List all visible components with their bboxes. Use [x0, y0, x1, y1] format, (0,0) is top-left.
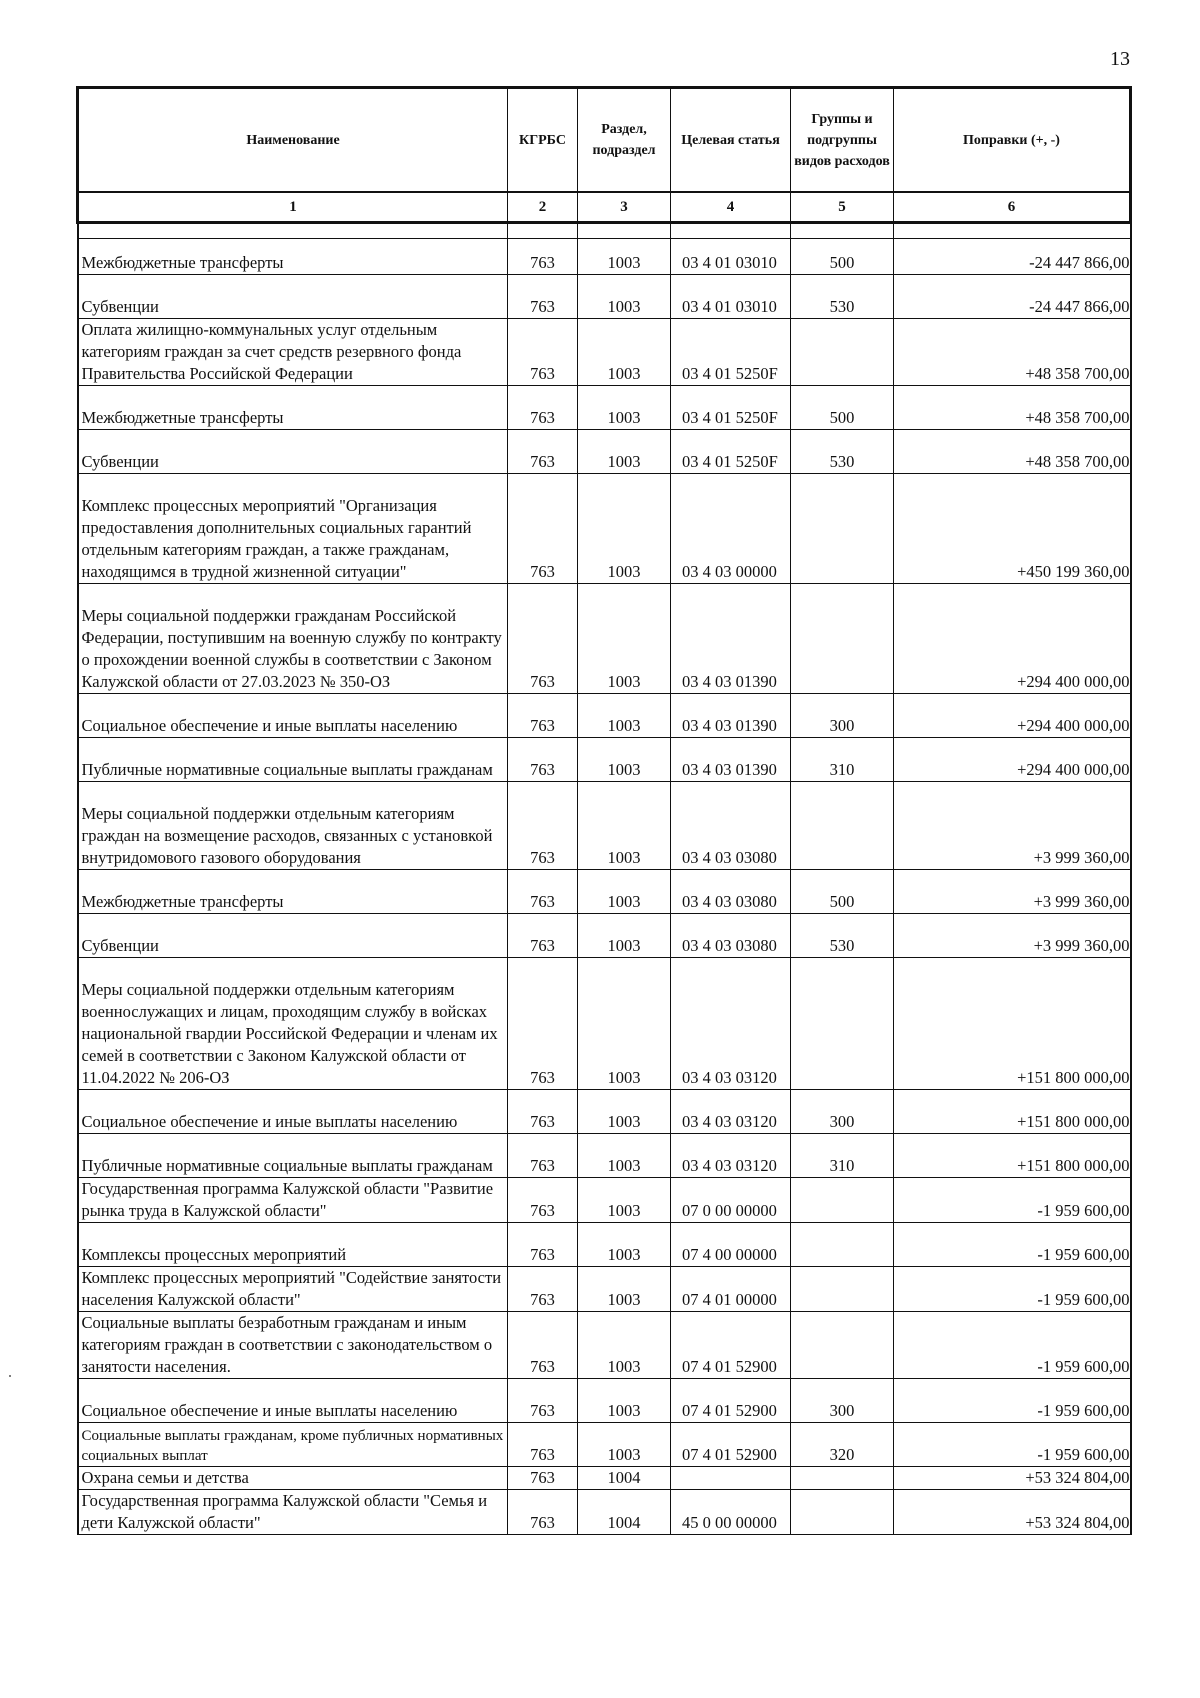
row-target-article: 07 4 01 52900	[671, 1379, 791, 1423]
row-target-article: 07 4 01 00000	[671, 1267, 791, 1312]
row-name: Комплекс процессных мероприятий "Организация предоставления дополнительных социальных гарантий отдельным категориям граждан, а также гражданам, находящимся в трудной жизненной ситуации"	[78, 474, 508, 584]
row-section: 1003	[578, 694, 671, 738]
row-section: 1003	[578, 1423, 671, 1467]
row-expense-group: 530	[791, 914, 894, 958]
row-target-article	[671, 1467, 791, 1490]
row-name: Меры социальной поддержки гражданам Российской Федерации, поступившим на военную службу по контракту о прохождении военной службы в соответствии с Законом Калужской области от 27.03.2023 № 350-ОЗ	[78, 584, 508, 694]
row-target-article: 03 4 03 03120	[671, 1134, 791, 1178]
row-section: 1003	[578, 319, 671, 386]
table-row	[78, 1379, 1131, 1423]
row-section: 1003	[578, 738, 671, 782]
table-row	[78, 1178, 1131, 1223]
row-name: Меры социальной поддержки отдельным категориям граждан на возмещение расходов, связанных с установкой внутридомового газового оборудования	[78, 782, 508, 870]
table-row	[78, 1423, 1131, 1467]
col-number: 5	[791, 192, 894, 223]
row-target-article: 03 4 03 01390	[671, 738, 791, 782]
row-expense-group: 320	[791, 1423, 894, 1467]
row-name: Охрана семьи и детства	[78, 1467, 508, 1490]
row-amendment-amount: +151 800 000,00	[894, 1090, 1131, 1134]
row-kgrbs: 763	[508, 1090, 578, 1134]
row-amendment-amount: -1 959 600,00	[894, 1423, 1131, 1467]
row-section: 1004	[578, 1490, 671, 1535]
row-expense-group	[791, 1267, 894, 1312]
header-groups: Группы и подгруппы видов расходов	[791, 88, 894, 193]
table-row	[78, 386, 1131, 430]
row-name: Социальные выплаты гражданам, кроме публичных нормативных социальных выплат	[78, 1423, 508, 1467]
row-kgrbs: 763	[508, 694, 578, 738]
row-section: 1004	[578, 1467, 671, 1490]
row-amendment-amount: -1 959 600,00	[894, 1312, 1131, 1379]
row-amendment-amount: +53 324 804,00	[894, 1490, 1131, 1535]
row-amendment-amount: +294 400 000,00	[894, 738, 1131, 782]
row-target-article: 03 4 03 03080	[671, 870, 791, 914]
row-section: 1003	[578, 1267, 671, 1312]
row-kgrbs: 763	[508, 1490, 578, 1535]
row-target-article: 03 4 03 03080	[671, 914, 791, 958]
row-expense-group: 500	[791, 386, 894, 430]
row-amendment-amount: -1 959 600,00	[894, 1223, 1131, 1267]
row-expense-group: 300	[791, 1090, 894, 1134]
row-kgrbs: 763	[508, 239, 578, 275]
row-expense-group	[791, 1223, 894, 1267]
row-section: 1003	[578, 870, 671, 914]
scan-speck	[9, 1375, 11, 1377]
row-target-article: 03 4 03 01390	[671, 694, 791, 738]
row-target-article: 07 4 00 00000	[671, 1223, 791, 1267]
table-row	[78, 1267, 1131, 1312]
row-name: Межбюджетные трансферты	[78, 870, 508, 914]
row-amendment-amount: -1 959 600,00	[894, 1178, 1131, 1223]
page-number: 13	[1110, 48, 1130, 70]
table-row	[78, 275, 1131, 319]
header-kgrbs: КГРБС	[508, 88, 578, 193]
table-row	[78, 870, 1131, 914]
table-row	[78, 1467, 1131, 1490]
col-number: 1	[78, 192, 508, 223]
row-expense-group	[791, 1490, 894, 1535]
row-section: 1003	[578, 1379, 671, 1423]
row-name: Социальные выплаты безработным гражданам и иным категориям граждан в соответствии с законодательством о занятости населения.	[78, 1312, 508, 1379]
row-target-article: 07 0 00 00000	[671, 1178, 791, 1223]
row-kgrbs: 763	[508, 738, 578, 782]
row-expense-group	[791, 1312, 894, 1379]
row-target-article: 07 4 01 52900	[671, 1423, 791, 1467]
row-name: Публичные нормативные социальные выплаты гражданам	[78, 738, 508, 782]
table-row	[78, 584, 1131, 694]
row-expense-group: 500	[791, 239, 894, 275]
row-name: Межбюджетные трансферты	[78, 239, 508, 275]
row-expense-group: 310	[791, 1134, 894, 1178]
row-name: Субвенции	[78, 275, 508, 319]
header-section: Раздел, подраздел	[578, 88, 671, 193]
col-number: 2	[508, 192, 578, 223]
table-row	[78, 782, 1131, 870]
row-section: 1003	[578, 386, 671, 430]
row-amendment-amount: +3 999 360,00	[894, 914, 1131, 958]
row-name: Социальное обеспечение и иные выплаты населению	[78, 1379, 508, 1423]
row-expense-group	[791, 782, 894, 870]
row-target-article: 03 4 01 03010	[671, 275, 791, 319]
row-amendment-amount: +3 999 360,00	[894, 870, 1131, 914]
row-target-article: 03 4 01 5250F	[671, 386, 791, 430]
col-number: 6	[894, 192, 1131, 223]
table-row	[78, 1090, 1131, 1134]
row-kgrbs: 763	[508, 870, 578, 914]
row-expense-group	[791, 319, 894, 386]
row-section: 1003	[578, 584, 671, 694]
row-section: 1003	[578, 1223, 671, 1267]
row-section: 1003	[578, 239, 671, 275]
row-kgrbs: 763	[508, 1267, 578, 1312]
row-kgrbs: 763	[508, 319, 578, 386]
table-row	[78, 694, 1131, 738]
row-target-article: 03 4 03 03120	[671, 1090, 791, 1134]
row-section: 1003	[578, 914, 671, 958]
row-expense-group	[791, 958, 894, 1090]
row-target-article: 03 4 01 5250F	[671, 319, 791, 386]
table-row	[78, 958, 1131, 1090]
row-section: 1003	[578, 1090, 671, 1134]
table-row	[78, 1134, 1131, 1178]
row-name: Комплекс процессных мероприятий "Содействие занятости населения Калужской области"	[78, 1267, 508, 1312]
row-expense-group	[791, 584, 894, 694]
table-row	[78, 319, 1131, 386]
row-amendment-amount: -1 959 600,00	[894, 1379, 1131, 1423]
table-row	[78, 1223, 1131, 1267]
row-kgrbs: 763	[508, 1379, 578, 1423]
table-row	[78, 239, 1131, 275]
row-kgrbs: 763	[508, 914, 578, 958]
row-amendment-amount: +3 999 360,00	[894, 782, 1131, 870]
row-target-article: 03 4 01 03010	[671, 239, 791, 275]
row-kgrbs: 763	[508, 958, 578, 1090]
row-kgrbs: 763	[508, 1467, 578, 1490]
row-name: Субвенции	[78, 430, 508, 474]
table-row	[78, 1312, 1131, 1379]
row-name: Меры социальной поддержки отдельным категориям военнослужащих и лицам, проходящим службу в войсках национальной гвардии Российской Федерации и членам их семей в соответствии с Законом Калужской области от 11.04.2022 № 206-ОЗ	[78, 958, 508, 1090]
row-kgrbs: 763	[508, 474, 578, 584]
row-expense-group: 500	[791, 870, 894, 914]
row-amendment-amount: +450 199 360,00	[894, 474, 1131, 584]
row-expense-group	[791, 1178, 894, 1223]
row-kgrbs: 763	[508, 1423, 578, 1467]
row-expense-group: 530	[791, 275, 894, 319]
row-name: Межбюджетные трансферты	[78, 386, 508, 430]
row-section: 1003	[578, 782, 671, 870]
row-target-article: 03 4 03 03080	[671, 782, 791, 870]
row-target-article: 45 0 00 00000	[671, 1490, 791, 1535]
row-expense-group: 300	[791, 694, 894, 738]
table-row	[78, 914, 1131, 958]
row-expense-group: 530	[791, 430, 894, 474]
row-amendment-amount: +53 324 804,00	[894, 1467, 1131, 1490]
row-kgrbs: 763	[508, 1134, 578, 1178]
row-amendment-amount: +48 358 700,00	[894, 386, 1131, 430]
column-number-row	[78, 192, 1131, 223]
row-amendment-amount: +151 800 000,00	[894, 958, 1131, 1090]
row-amendment-amount: -24 447 866,00	[894, 239, 1131, 275]
row-target-article: 03 4 01 5250F	[671, 430, 791, 474]
row-name: Государственная программа Калужской области "Семья и дети Калужской области"	[78, 1490, 508, 1535]
row-target-article: 03 4 03 00000	[671, 474, 791, 584]
row-target-article: 03 4 03 01390	[671, 584, 791, 694]
table-row	[78, 474, 1131, 584]
row-kgrbs: 763	[508, 386, 578, 430]
row-section: 1003	[578, 1134, 671, 1178]
row-section: 1003	[578, 275, 671, 319]
row-kgrbs: 763	[508, 1312, 578, 1379]
row-name: Оплата жилищно-коммунальных услуг отдельным категориям граждан за счет средств резервного фонда Правительства Российской Федерации	[78, 319, 508, 386]
row-expense-group: 310	[791, 738, 894, 782]
row-kgrbs: 763	[508, 275, 578, 319]
row-expense-group: 300	[791, 1379, 894, 1423]
header-name: Наименование	[78, 88, 508, 193]
row-kgrbs: 763	[508, 430, 578, 474]
row-kgrbs: 763	[508, 1178, 578, 1223]
row-name: Субвенции	[78, 914, 508, 958]
row-amendment-amount: +151 800 000,00	[894, 1134, 1131, 1178]
row-section: 1003	[578, 430, 671, 474]
row-name: Социальное обеспечение и иные выплаты населению	[78, 694, 508, 738]
row-expense-group	[791, 1467, 894, 1490]
row-amendment-amount: +48 358 700,00	[894, 319, 1131, 386]
row-kgrbs: 763	[508, 584, 578, 694]
col-number: 4	[671, 192, 791, 223]
row-amendment-amount: +48 358 700,00	[894, 430, 1131, 474]
spacer-row	[78, 223, 1131, 239]
budget-amendments-table	[76, 86, 1132, 1535]
row-name: Комплексы процессных мероприятий	[78, 1223, 508, 1267]
row-target-article: 03 4 03 03120	[671, 958, 791, 1090]
row-section: 1003	[578, 474, 671, 584]
row-section: 1003	[578, 1178, 671, 1223]
row-section: 1003	[578, 1312, 671, 1379]
row-amendment-amount: +294 400 000,00	[894, 584, 1131, 694]
row-expense-group	[791, 474, 894, 584]
row-name: Социальное обеспечение и иные выплаты населению	[78, 1090, 508, 1134]
row-section: 1003	[578, 958, 671, 1090]
row-kgrbs: 763	[508, 782, 578, 870]
row-kgrbs: 763	[508, 1223, 578, 1267]
row-amendment-amount: -1 959 600,00	[894, 1267, 1131, 1312]
table-row	[78, 738, 1131, 782]
header-row	[78, 88, 1131, 193]
row-name: Государственная программа Калужской области "Развитие рынка труда в Калужской области"	[78, 1178, 508, 1223]
header-target: Целевая статья	[671, 88, 791, 193]
header-amendments: Поправки (+, -)	[894, 88, 1131, 193]
row-target-article: 07 4 01 52900	[671, 1312, 791, 1379]
table-row	[78, 1490, 1131, 1535]
row-amendment-amount: +294 400 000,00	[894, 694, 1131, 738]
row-name: Публичные нормативные социальные выплаты гражданам	[78, 1134, 508, 1178]
row-amendment-amount: -24 447 866,00	[894, 275, 1131, 319]
table-row	[78, 430, 1131, 474]
col-number: 3	[578, 192, 671, 223]
